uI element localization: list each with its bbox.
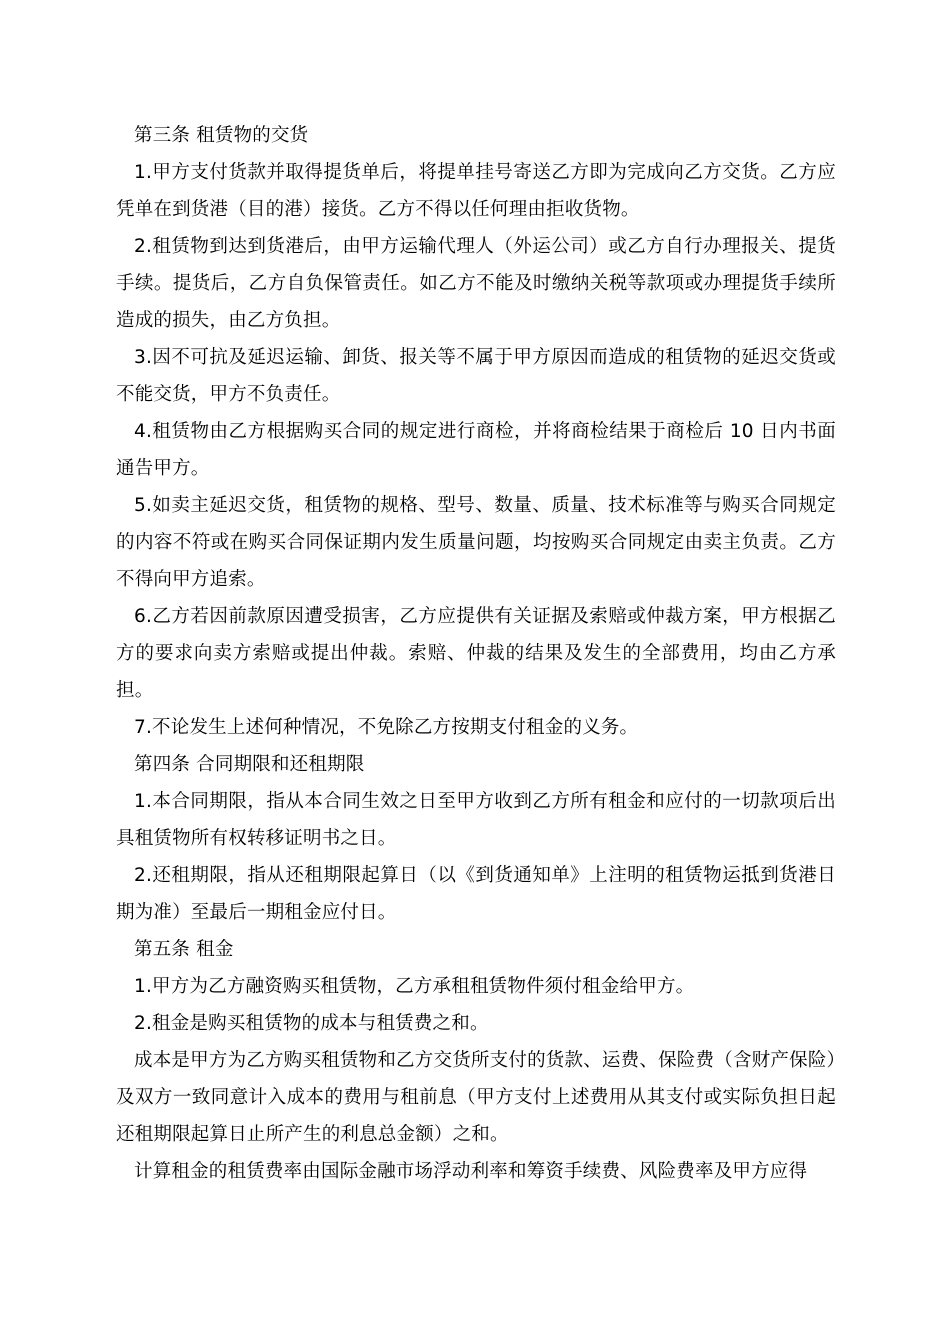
paragraph: 5.如卖主延迟交货，租赁物的规格、型号、数量、质量、技术标准等与购买合同规定的内容不符或在购买合同保证期内发生质量问题，均按购买合同规定由卖主负责。乙方不得向甲方追索。 (116, 495, 836, 590)
paragraph: 6.乙方若因前款原因遭受损害，乙方应提供有关证据及索赔或仲裁方案，甲方根据乙方的要求向卖方索赔或提出仲裁。索赔、仲裁的结果及发生的全部费用，均由乙方承担。 (116, 606, 836, 701)
paragraph: 1.本合同期限，指从本合同生效之日至甲方收到乙方所有租金和应付的一切款项后出具租赁物所有权转移证明书之日。 (116, 791, 836, 849)
document-body (116, 117, 836, 1190)
paragraph: 2.租赁物到达到货港后，由甲方运输代理人（外运公司）或乙方自行办理报关、提货手续。提货后，乙方自负保管责任。如乙方不能及时缴纳关税等款项或办理提货手续所造成的损失，由乙方负担。 (116, 236, 836, 331)
paragraph: 计算租金的租赁费率由国际金融市场浮动利率和筹资手续费、风险费率及甲方应得 (134, 1161, 808, 1182)
section-heading-article-5: 第五条 租金 (134, 939, 234, 960)
paragraph: 1.甲方支付货款并取得提货单后，将提单挂号寄送乙方即为完成向乙方交货。乙方应凭单在到货港（目的港）接货。乙方不得以任何理由拒收货物。 (116, 162, 836, 220)
section-heading-article-4: 第四条 合同期限和还租期限 (134, 754, 365, 775)
section-heading-article-3: 第三条 租赁物的交货 (134, 125, 309, 146)
paragraph: 2.租金是购买租赁物的成本与租赁费之和。 (134, 1013, 489, 1034)
paragraph: 成本是甲方为乙方购买租赁物和乙方交货所支付的货款、运费、保险费（含财产保险）及双方一致同意计入成本的费用与租前息（甲方支付上述费用从其支付或实际负担日起还租期限起算日止所产生的利息总金额）之和。 (116, 1050, 836, 1145)
paragraph: 1.甲方为乙方融资购买租赁物，乙方承租租赁物件须付租金给甲方。 (134, 976, 695, 997)
paragraph: 3.因不可抗及延迟运输、卸货、报关等不属于甲方原因而造成的租赁物的延迟交货或不能交货，甲方不负责任。 (116, 347, 836, 405)
paragraph: 7.不论发生上述何种情况，不免除乙方按期支付租金的义务。 (134, 717, 639, 738)
paragraph: 4.租赁物由乙方根据购买合同的规定进行商检，并将商检结果于商检后 10 日内书面通告甲方。 (116, 421, 836, 479)
paragraph: 2.还租期限，指从还租期限起算日（以《到货通知单》上注明的租赁物运抵到货港日期为准）至最后一期租金应付日。 (116, 865, 836, 923)
